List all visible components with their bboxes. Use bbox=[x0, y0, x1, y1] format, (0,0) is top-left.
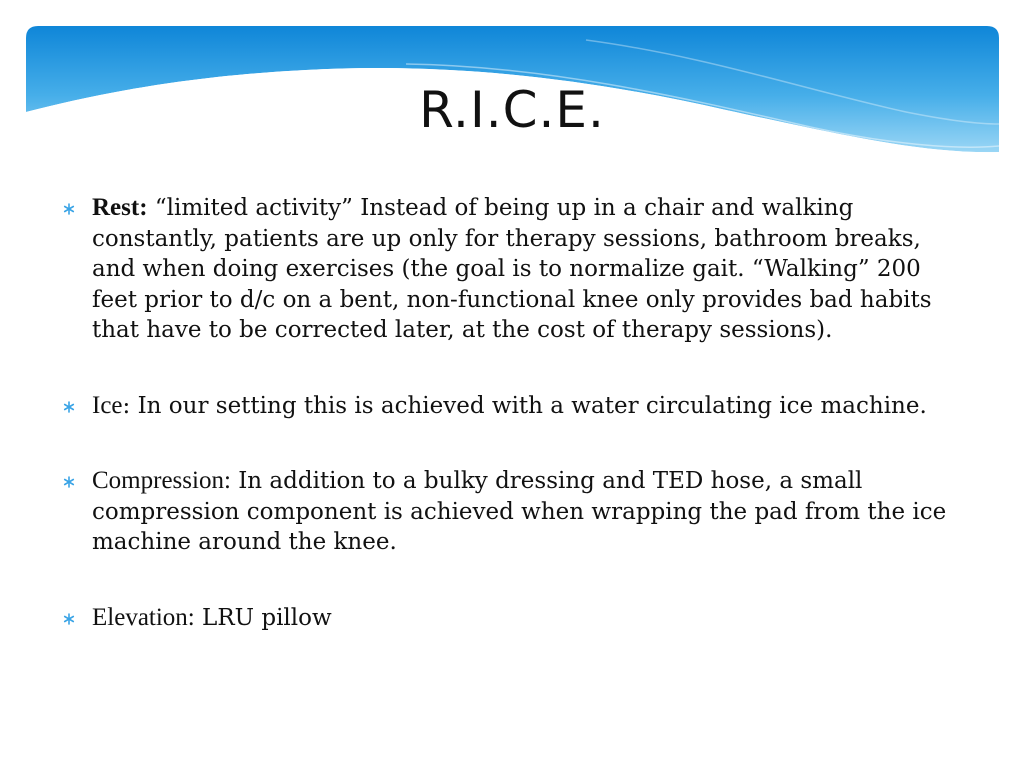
bullet-term: Ice bbox=[92, 391, 123, 419]
bullet-item-elevation bbox=[60, 603, 960, 634]
slide-title: R.I.C.E. bbox=[419, 81, 605, 139]
bullet-text: In addition to a bulky dressing and TED hose, a small compression component is achieved when wrapping the pad from the ice machine around the knee. bbox=[92, 468, 947, 555]
bullet-list bbox=[60, 193, 960, 633]
bullet-text: : In our setting this is achieved with a water circulating ice machine. bbox=[122, 392, 927, 419]
asterisk-bullet-icon bbox=[62, 475, 76, 489]
bullet-item-ice bbox=[60, 391, 960, 422]
bullet-item-rest bbox=[60, 193, 960, 346]
asterisk-bullet-icon bbox=[62, 612, 76, 626]
asterisk-bullet-icon bbox=[62, 202, 76, 216]
bullet-term: Compression: bbox=[92, 467, 231, 494]
bullet-text: “limited activity” Instead of being up in a chair and walking constantly, patients are up only for therapy sessions, bathroom breaks, and when doing exercises (the goal is to normalize gait. “Walking” 200 feet prior to d/c on a bent, non-functional knee only provides bad habits that have to be corrected later, at the cost of therapy sessions). bbox=[92, 195, 932, 343]
bullet-term: Elevation: bbox=[92, 603, 195, 631]
asterisk-bullet-icon bbox=[62, 400, 76, 414]
bullet-term: Rest: bbox=[92, 194, 148, 221]
bullet-text: LRU pillow bbox=[194, 604, 332, 631]
bullet-item-compression bbox=[60, 466, 960, 558]
